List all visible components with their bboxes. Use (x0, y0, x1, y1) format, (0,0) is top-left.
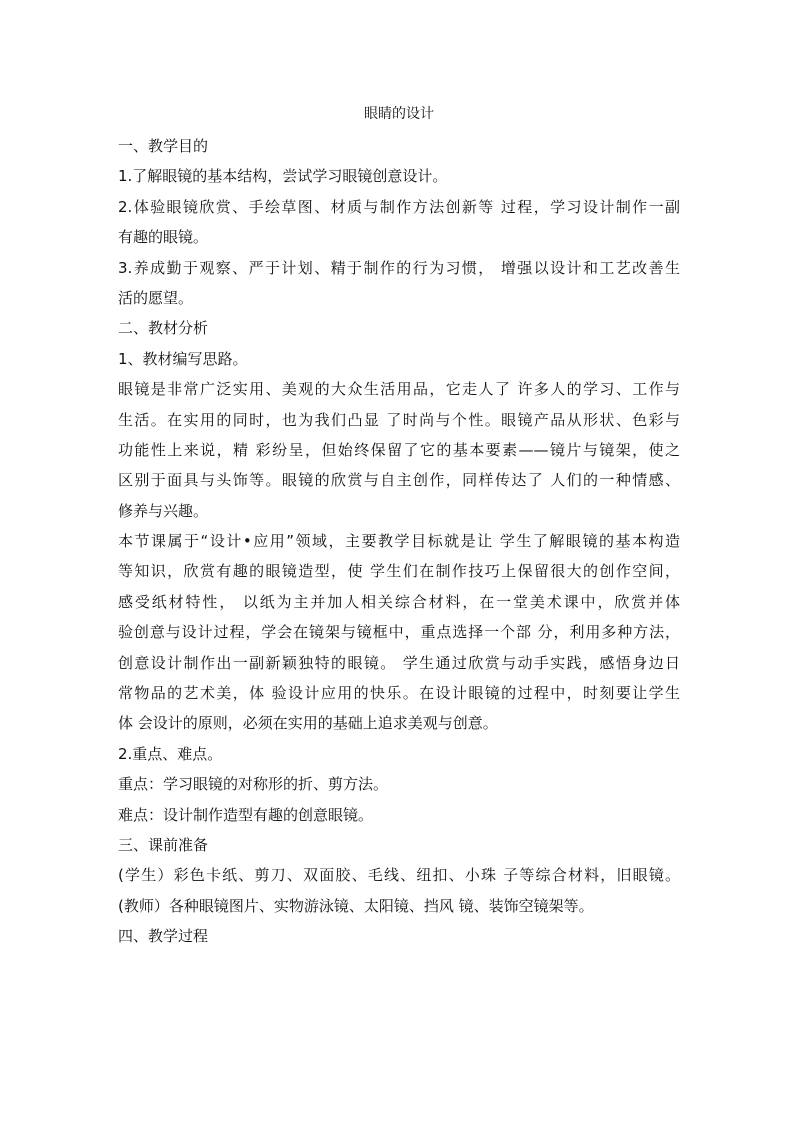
document-body (118, 131, 680, 952)
text-line: 3.养成勤于观察、严于计划、精于制作的行为习惯， 增强以设计和工艺改善生 (118, 258, 680, 277)
text-line: 生活。在实用的同时，也为我们凸显 了时尚与个性。眼镜产品从形状、色彩与 (118, 410, 680, 429)
text-line: 三、课前准备 (118, 835, 209, 854)
text-line: 眼镜是非常广泛实用、美观的大众生活用品，它走人了 许多人的学习、工作与 (118, 380, 680, 399)
text-line: 1、教材编写思路。 (118, 349, 248, 368)
text-line: 有趣的眼镜。 (118, 228, 209, 247)
text-line: 区别于面具与头饰等。眼镜的欣赏与自主创作，同样传达了 人们的一种情感、 (118, 471, 680, 490)
text-line: (教师）各种眼镜图片、实物游泳镜、太阳镜、挡风 镜、装饰空镜架等。 (118, 896, 594, 915)
text-line: 1.了解眼镜的基本结构，尝试学习眼镜创意设计。 (118, 167, 448, 186)
document-title: 眼睛的设计 (364, 106, 434, 122)
text-line: 2.体验眼镜欣赏、手绘草图、材质与制作方法创新等 过程，学习设计制作一副 (118, 197, 680, 216)
text-line: 感受纸材特性， 以纸为主并加人相关综合材料，在一堂美术课中，欣赏并体 (118, 592, 680, 611)
text-line: 验创意与设计过程，学会在镜架与镜框中，重点选择一个部 分，利用多种方法， (118, 623, 680, 642)
text-line: 功能性上来说，精 彩纷呈，但始终保留了它的基本要素——镜片与镜架，使之 (118, 440, 680, 459)
text-line: 常物品的艺术美，体 验设计应用的快乐。在设计眼镜的过程中，时刻要让学生 (118, 684, 680, 703)
text-line: (学生）彩色卡纸、剪刀、双面胶、毛线、纽扣、小珠 子等综合材料，旧眼镜。 (118, 866, 680, 885)
text-line: 二、教材分析 (118, 319, 209, 338)
text-line: 体 会设计的原则，必须在实用的基础上追求美观与创意。 (118, 714, 498, 733)
text-line: 一、教学目的 (118, 137, 209, 155)
text-line: 活的愿望。 (118, 288, 194, 307)
text-line: 本节课属于“设计•应用”领域，主要教学目标就是让 学生了解眼镜的基本构造 (118, 532, 680, 551)
text-line: 四、教学过程 (118, 927, 209, 946)
text-line: 等知识，欣赏有趣的眼镜造型，使 学生们在制作技巧上保留很大的创作空间， (118, 562, 680, 581)
text-line: 难点：设计制作造型有趣的创意眼镜。 (118, 805, 374, 824)
text-line: 重点：学习眼镜的对称形的折、剪方法。 (118, 775, 389, 794)
text-line: 修养与兴趣。 (118, 501, 209, 520)
text-line: 创意设计制作出一副新颖独特的眼镜。 学生通过欣赏与动手实践，感悟身边日 (118, 653, 680, 672)
text-line: 2.重点、难点。 (118, 744, 223, 763)
